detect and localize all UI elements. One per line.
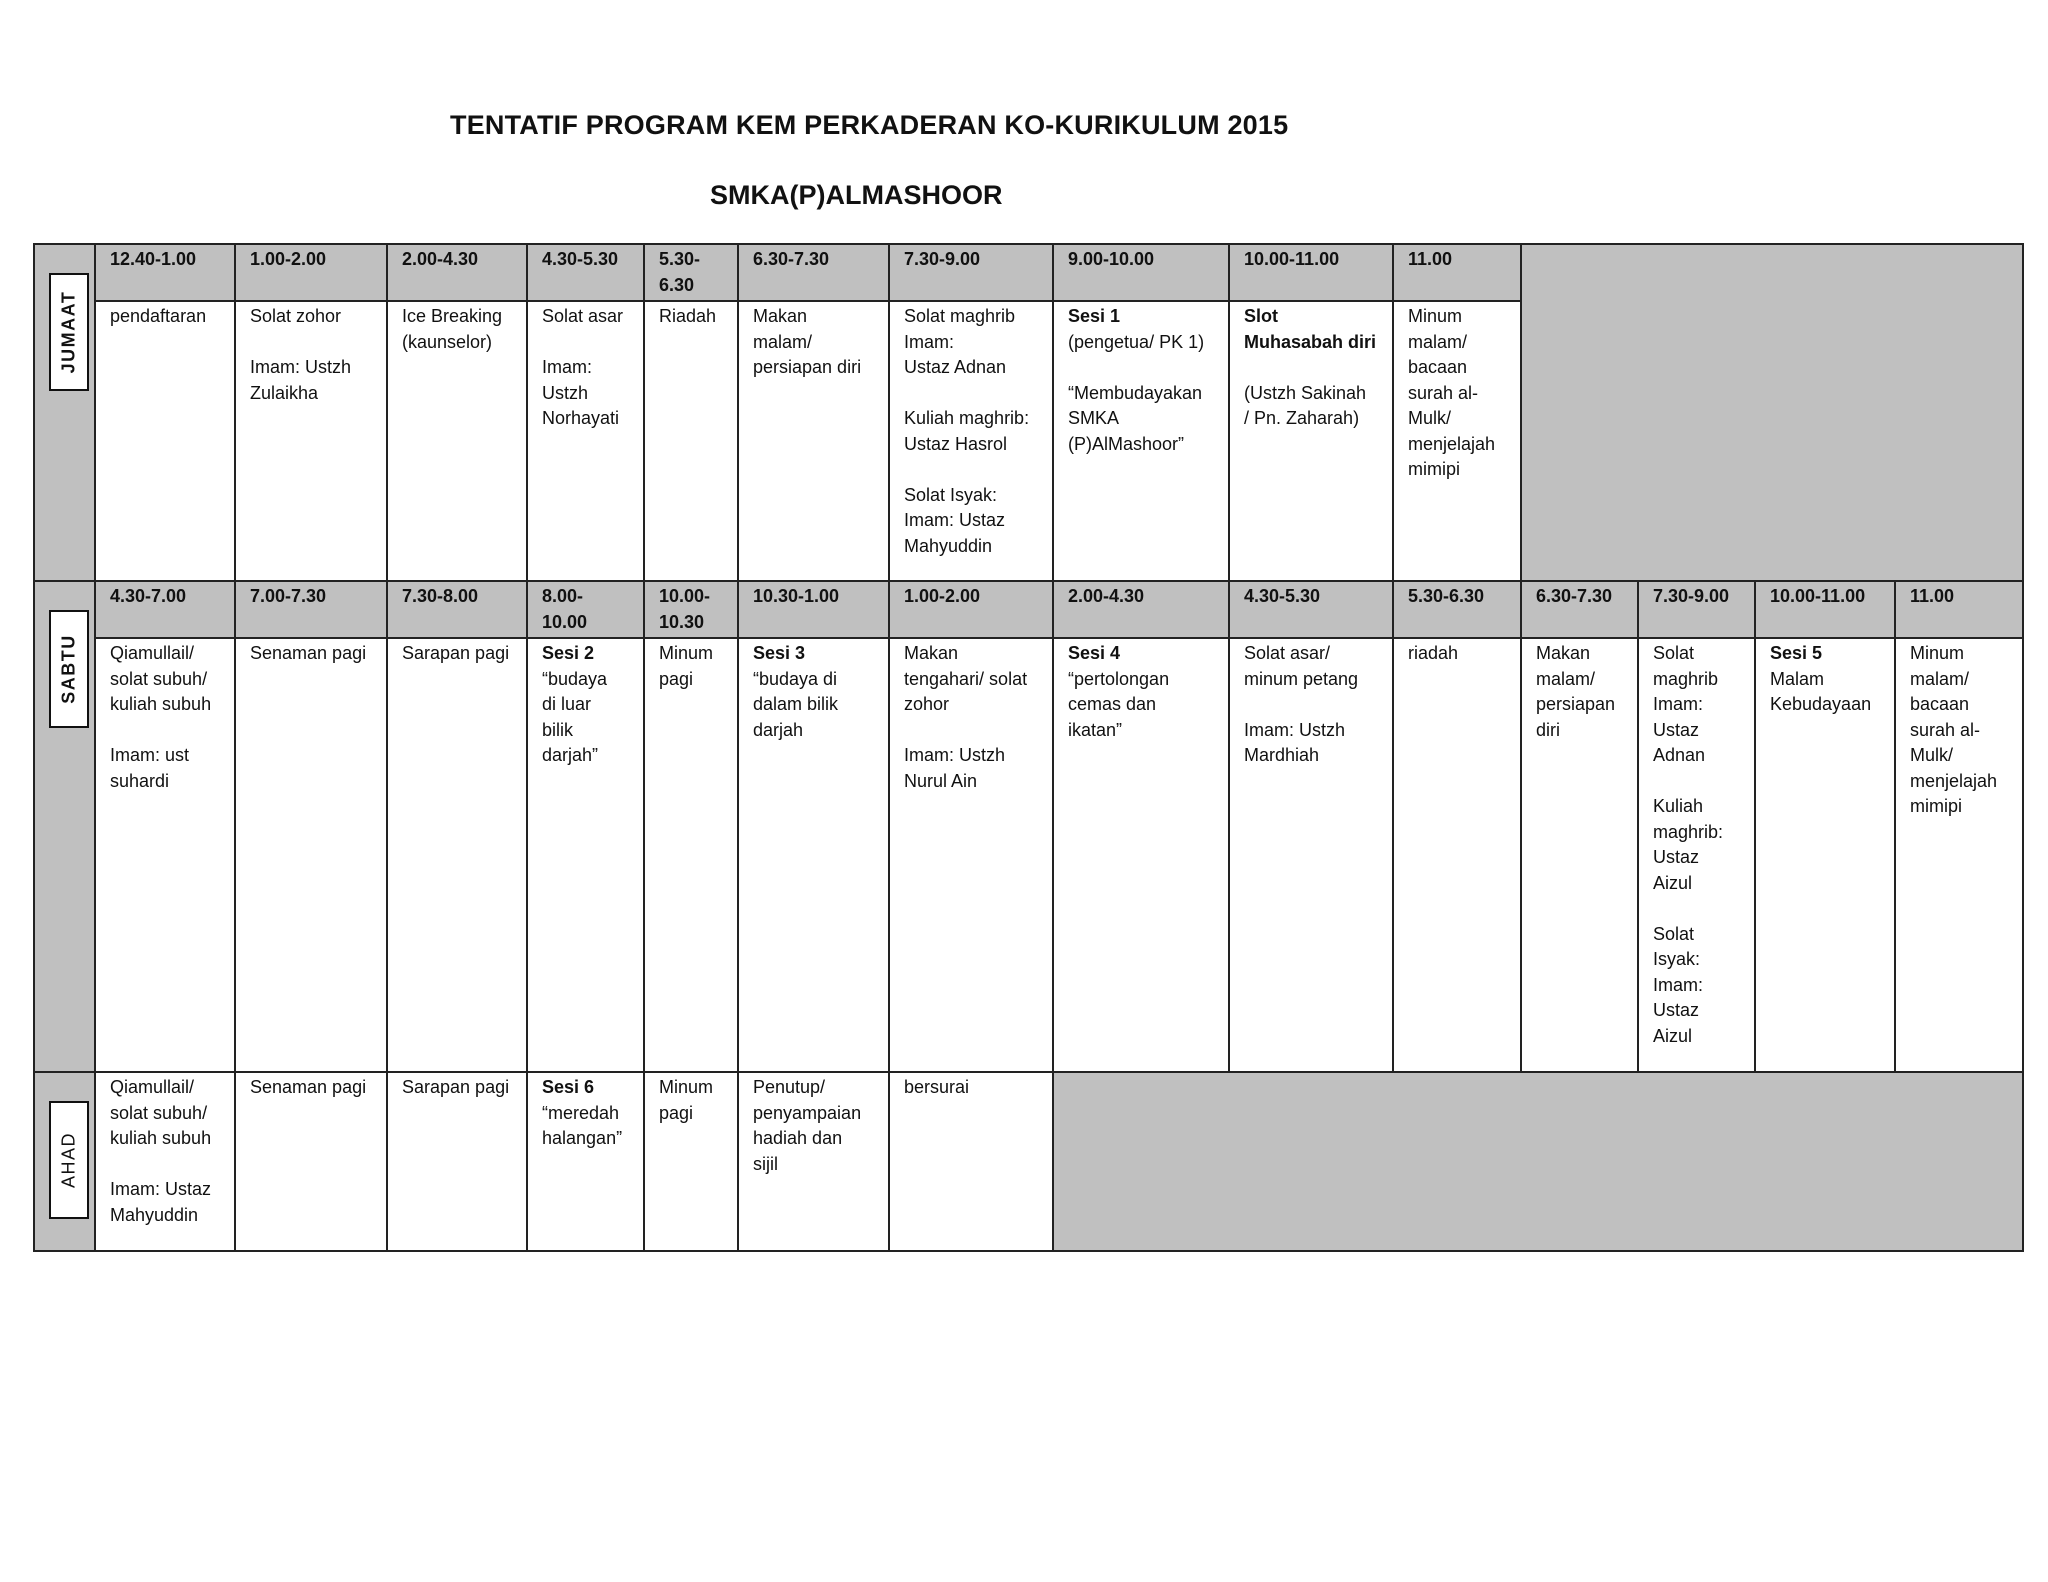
activity-cell: Solat maghrib Imam: Ustaz Adnan Kuliah maghrib: Ustaz Hasrol Solat Isyak: Imam: Ustaz Mahyuddin	[889, 301, 1053, 581]
sabtu-time-row	[34, 581, 2023, 638]
session-detail: “budaya di dalam bilik darjah	[753, 668, 839, 740]
time-cell: 2.00-4.30	[387, 244, 527, 301]
activity-cell: Solat asar/ minum petang Imam: Ustzh Mardhiah	[1229, 638, 1393, 1072]
activity-cell: Minum malam/ bacaan surah al- Mulk/ menjelajah mimipi	[1393, 301, 1521, 581]
time-cell: 7.30-9.00	[889, 244, 1053, 301]
time-cell: 4.30-5.30	[527, 244, 644, 301]
session-title: Sesi 5	[1770, 643, 1823, 663]
session-detail: (Ustzh Sakinah / Pn. Zaharah)	[1244, 382, 1367, 428]
activity-cell	[738, 638, 889, 1072]
activity-cell: Solat zohor Imam: Ustzh Zulaikha	[235, 301, 387, 581]
activity-cell	[1755, 638, 1895, 1072]
session-title: Sesi 3	[753, 643, 806, 663]
activity-cell	[1053, 301, 1229, 581]
time-cell: 4.30-5.30	[1229, 581, 1393, 638]
time-cell: 5.30- 6.30	[644, 244, 738, 301]
time-cell: 6.30-7.30	[1521, 581, 1638, 638]
day-label-jumaat: JUMAAT	[58, 290, 79, 373]
time-cell: 12.40-1.00	[95, 244, 235, 301]
activity-cell: Qiamullail/ solat subuh/ kuliah subuh Imam: Ustaz Mahyuddin	[95, 1072, 235, 1251]
activity-cell: riadah	[1393, 638, 1521, 1072]
activity-cell: Minum pagi	[644, 638, 738, 1072]
day-label-sabtu: SABTU	[58, 633, 79, 704]
time-cell: 1.00-2.00	[889, 581, 1053, 638]
activity-cell: Minum malam/ bacaan surah al- Mulk/ menjelajah mimipi	[1895, 638, 2023, 1072]
activity-cell: Makan malam/ persiapan diri	[738, 301, 889, 581]
time-cell: 10.00- 10.30	[644, 581, 738, 638]
time-cell: 5.30-6.30	[1393, 581, 1521, 638]
session-detail: “pertolongan cemas dan ikatan”	[1068, 668, 1170, 740]
time-cell: 10.30-1.00	[738, 581, 889, 638]
time-cell: 7.30-9.00	[1638, 581, 1755, 638]
day-cell-jumaat	[34, 244, 95, 581]
empty-grey-area	[1053, 1072, 2023, 1251]
activity-cell: Senaman pagi	[235, 1072, 387, 1251]
activity-cell	[1229, 301, 1393, 581]
time-cell: 6.30-7.30	[738, 244, 889, 301]
day-label-ahad: AHAD	[58, 1131, 79, 1188]
session-title: Sesi 4	[1068, 643, 1121, 663]
time-cell: 4.30-7.00	[95, 581, 235, 638]
activity-cell: Ice Breaking (kaunselor)	[387, 301, 527, 581]
activity-cell: Solat maghrib Imam: Ustaz Adnan Kuliah maghrib: Ustaz Aizul Solat Isyak: Imam: Ustaz Aizul	[1638, 638, 1755, 1072]
activity-cell: pendaftaran	[95, 301, 235, 581]
ahad-activity-row	[34, 1072, 2023, 1251]
activity-cell: Minum pagi	[644, 1072, 738, 1251]
schedule-table	[33, 243, 2024, 1252]
time-cell: 9.00-10.00	[1053, 244, 1229, 301]
session-detail: “budaya di luar bilik darjah”	[542, 668, 608, 765]
day-cell-sabtu	[34, 581, 95, 1072]
session-title: Sesi 2	[542, 643, 595, 663]
time-cell: 10.00-11.00	[1229, 244, 1393, 301]
activity-cell: Senaman pagi	[235, 638, 387, 1072]
document-subtitle: SMKA(P)ALMASHOOR	[710, 180, 1003, 210]
time-cell: 7.00-7.30	[235, 581, 387, 638]
time-cell: 11.00	[1393, 244, 1521, 301]
activity-cell	[1053, 638, 1229, 1072]
document-title: TENTATIF PROGRAM KEM PERKADERAN KO-KURIKULUM 2015	[450, 110, 1289, 140]
session-detail: Malam Kebudayaan	[1770, 668, 1872, 714]
session-title: Sesi 1	[1068, 306, 1121, 326]
session-detail: (pengetua/ PK 1) “Membudayakan SMKA (P)AlMashoor”	[1068, 331, 1205, 454]
activity-cell: Penutup/ penyampaian hadiah dan sijil	[738, 1072, 889, 1251]
activity-cell: bersurai	[889, 1072, 1053, 1251]
session-detail: “meredah halangan”	[542, 1102, 623, 1148]
time-cell: 10.00-11.00	[1755, 581, 1895, 638]
activity-cell: Makan malam/ persiapan diri	[1521, 638, 1638, 1072]
activity-cell: Sarapan pagi	[387, 1072, 527, 1251]
time-cell: 8.00- 10.00	[527, 581, 644, 638]
activity-cell: Sarapan pagi	[387, 638, 527, 1072]
session-title: Sesi 6	[542, 1077, 595, 1097]
day-label-box	[49, 1101, 89, 1219]
activity-cell	[527, 638, 644, 1072]
jumaat-time-row	[34, 244, 2023, 301]
time-cell: 7.30-8.00	[387, 581, 527, 638]
time-cell: 2.00-4.30	[1053, 581, 1229, 638]
time-cell: 1.00-2.00	[235, 244, 387, 301]
empty-grey-area	[1521, 244, 2023, 581]
activity-cell: Solat asar Imam: Ustzh Norhayati	[527, 301, 644, 581]
activity-cell: Makan tengahari/ solat zohor Imam: Ustzh Nurul Ain	[889, 638, 1053, 1072]
session-title: Slot Muhasabah diri	[1244, 306, 1377, 352]
day-label-box	[49, 273, 89, 391]
sabtu-activity-row	[34, 638, 2023, 1072]
day-cell-ahad	[34, 1072, 95, 1251]
day-label-box	[49, 610, 89, 728]
activity-cell	[527, 1072, 644, 1251]
time-cell: 11.00	[1895, 581, 2023, 638]
activity-cell: Riadah	[644, 301, 738, 581]
activity-cell: Qiamullail/ solat subuh/ kuliah subuh Imam: ust suhardi	[95, 638, 235, 1072]
